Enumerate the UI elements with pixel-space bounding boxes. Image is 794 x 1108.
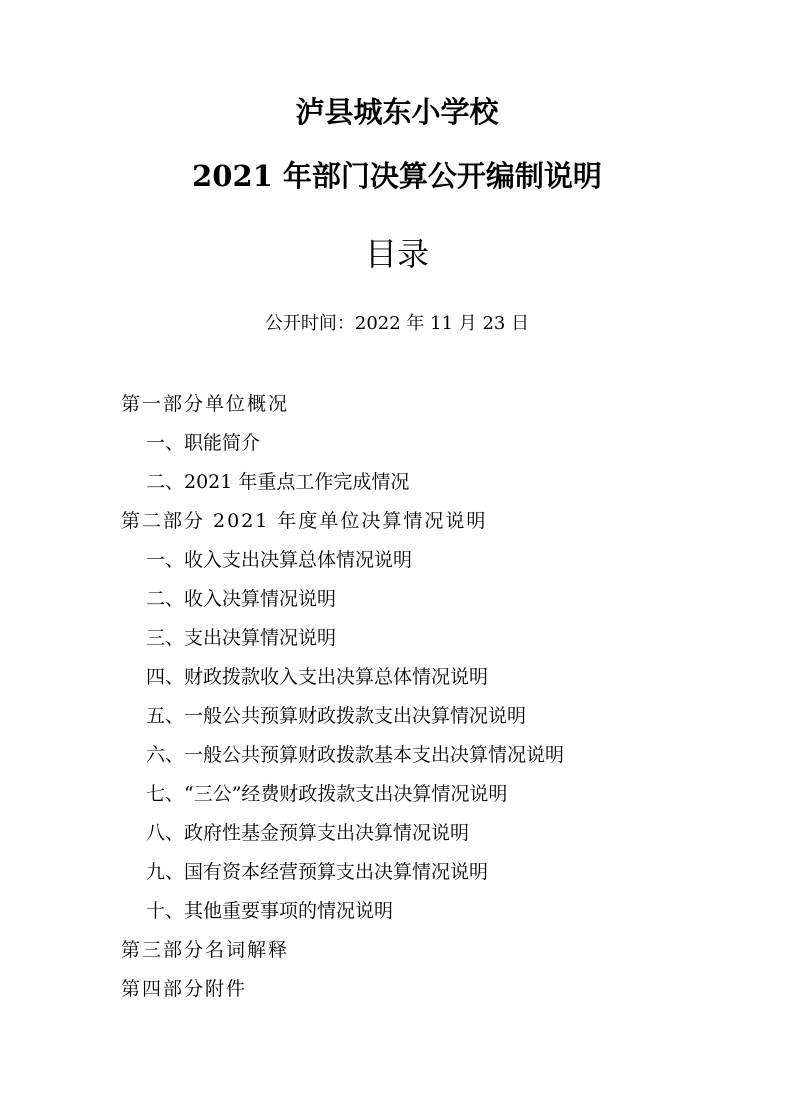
toc-entry-part-2-item-3: 三、支出决算情况说明 [146, 627, 337, 649]
toc-entry-part-1-item-1: 一、职能简介 [146, 432, 261, 454]
toc-entry-part-2-item-4: 四、财政拨款收入支出决算总体情况说明 [146, 666, 489, 688]
toc-entry-part-2-item-6: 六、一般公共预算财政拨款基本支出决算情况说明 [146, 744, 565, 766]
toc-entry-part-2-item-10: 十、其他重要事项的情况说明 [146, 900, 394, 922]
toc-heading: 目录 [364, 235, 429, 273]
toc-entry-part-2: 第二部分 2021 年度单位决算情况说明 [121, 510, 488, 532]
document-title-line1: 泸县城东小学校 [295, 95, 499, 129]
toc-entry-part-3: 第三部分名词解释 [121, 939, 290, 961]
toc-entry-part-2-item-8: 八、政府性基金预算支出决算情况说明 [146, 822, 470, 844]
toc-entry-part-4: 第四部分附件 [121, 978, 248, 1000]
toc-entry-part-2-item-1: 一、收入支出决算总体情况说明 [146, 549, 413, 571]
publish-date: 公开时间：2022 年 11 月 23 日 [264, 313, 530, 334]
toc-entry-part-2-item-9: 九、国有资本经营预算支出决算情况说明 [146, 861, 489, 883]
toc-entry-part-1: 第一部分单位概况 [121, 393, 290, 415]
toc-entry-part-2-item-7: 七、“三公”经费财政拨款支出决算情况说明 [146, 783, 508, 805]
toc-entry-part-1-item-2: 二、2021 年重点工作完成情况 [146, 471, 410, 493]
toc-entry-part-2-item-2: 二、收入决算情况说明 [146, 588, 337, 610]
toc-entry-part-2-item-5: 五、一般公共预算财政拨款支出决算情况说明 [146, 705, 527, 727]
document-title-line2: 2021 年部门决算公开编制说明 [192, 159, 602, 193]
